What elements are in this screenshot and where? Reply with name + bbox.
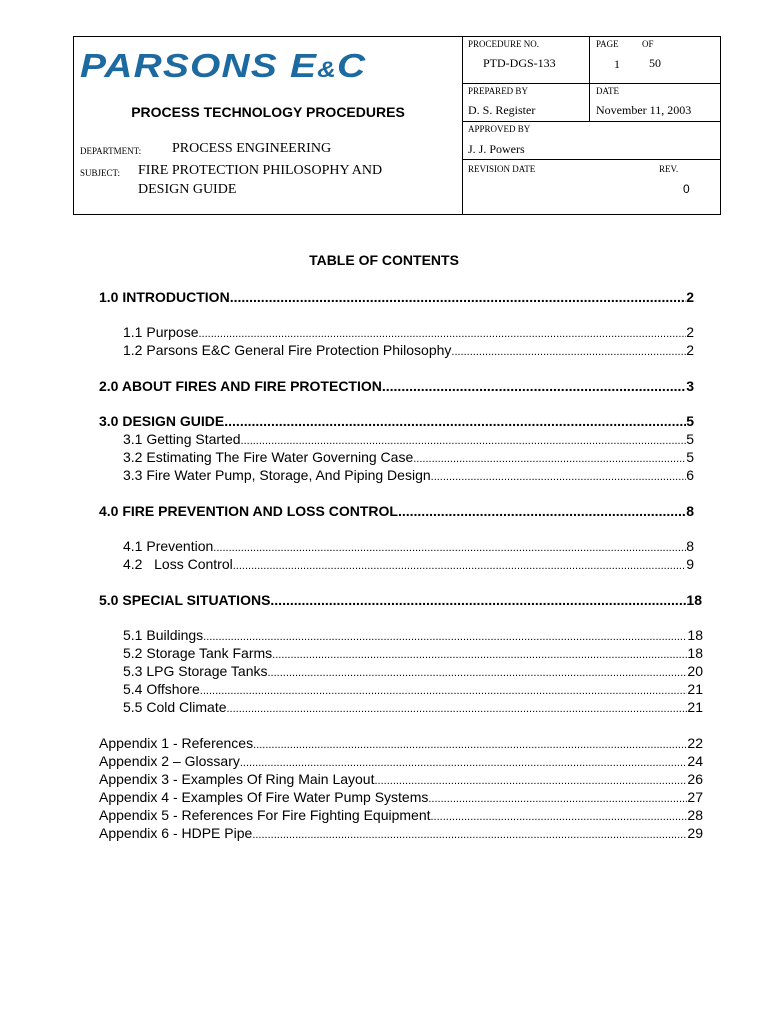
toc-entry[interactable]: 3.0 DESIGN GUIDE ..... 5 (99, 412, 694, 430)
procedure-row (462, 37, 720, 84)
subject-label: SUBJECT: (80, 168, 121, 178)
toc-entry[interactable]: 1.0 INTRODUCTION ..... 2 (99, 288, 694, 306)
revision-date-label: REVISION DATE (468, 164, 536, 174)
toc-entry[interactable]: 5.4 Offshore ..... 21 (123, 680, 703, 700)
toc-entry[interactable]: 5.0 SPECIAL SITUATIONS ..... 18 (99, 591, 702, 609)
toc-entry[interactable]: 1.2 Parsons E&C General Fire Protection Philosophy ..... 2 (123, 341, 694, 361)
toc-entry[interactable]: Appendix 6 - HDPE Pipe ..... 29 (99, 824, 703, 844)
header-left-panel (74, 37, 463, 214)
toc-entry[interactable]: 4.0 FIRE PREVENTION AND LOSS CONTROL ..... 8 (99, 502, 694, 520)
date-label: DATE (596, 86, 619, 96)
rev-label: REV. (659, 164, 679, 174)
toc-entry[interactable]: Appendix 2 – Glossary ..... 24 (99, 752, 703, 772)
of-label: OF (642, 39, 654, 49)
of-value: 50 (649, 56, 661, 70)
approved-row (462, 122, 720, 160)
header-right-panel (462, 37, 720, 214)
toc-entry[interactable]: 3.1 Getting Started ..... 5 (123, 430, 694, 450)
page-label: PAGE (596, 39, 619, 49)
approved-by-value: J. J. Powers (468, 142, 525, 156)
toc-title: TABLE OF CONTENTS (309, 252, 459, 268)
department-value: PROCESS ENGINEERING (172, 141, 332, 156)
prepared-row (462, 84, 720, 122)
date-value: November 11, 2003 (596, 103, 692, 117)
document-header (73, 36, 721, 215)
toc-entry[interactable]: 4.1 Prevention ..... 8 (123, 537, 694, 557)
approved-by-label: APPROVED BY (468, 124, 531, 134)
department-label: DEPARTMENT: (80, 146, 142, 156)
page-value: 1 (614, 57, 620, 71)
subject-line-2: DESIGN GUIDE (138, 182, 237, 197)
toc-entry[interactable]: 1.1 Purpose ..... 2 (123, 323, 694, 343)
toc-entry[interactable]: Appendix 4 - Examples Of Fire Water Pump Systems ..... 27 (99, 788, 703, 808)
procedures-subtitle: PROCESS TECHNOLOGY PROCEDURES (131, 104, 405, 120)
revision-row (462, 160, 720, 214)
toc-entry[interactable]: 5.2 Storage Tank Farms ..... 18 (123, 644, 703, 664)
rev-value: 0 (683, 182, 690, 196)
toc-entry[interactable]: Appendix 3 - Examples Of Ring Main Layout ..... 26 (99, 770, 703, 790)
subject-line-1: FIRE PROTECTION PHILOSOPHY AND (138, 163, 383, 178)
toc-entry[interactable]: 5.5 Cold Climate ..... 21 (123, 698, 703, 718)
toc-entry[interactable]: 5.3 LPG Storage Tanks ..... 20 (123, 662, 703, 682)
prepared-by-label: PREPARED BY (468, 86, 528, 96)
toc-entry[interactable]: Appendix 1 - References ..... 22 (99, 734, 703, 754)
prepared-by-value: D. S. Register (468, 103, 536, 117)
toc-entry[interactable]: 5.1 Buildings ..... 18 (123, 626, 703, 646)
procedure-no-label: PROCEDURE NO. (468, 39, 540, 49)
toc-entry[interactable]: Appendix 5 - References For Fire Fighting Equipment ..... 28 (99, 806, 703, 826)
toc-entry[interactable]: 3.2 Estimating The Fire Water Governing Case ..... 5 (123, 448, 694, 468)
procedure-no-value: PTD-DGS-133 (483, 56, 556, 70)
toc-entry[interactable]: 4.2 Loss Control ..... 9 (123, 555, 694, 575)
toc-entry[interactable]: 3.3 Fire Water Pump, Storage, And Piping Design ..... 6 (123, 466, 694, 486)
toc-entry[interactable]: 2.0 ABOUT FIRES AND FIRE PROTECTION ..... 3 (99, 377, 694, 395)
parsons-logo: PARSONS E&C (80, 47, 367, 84)
